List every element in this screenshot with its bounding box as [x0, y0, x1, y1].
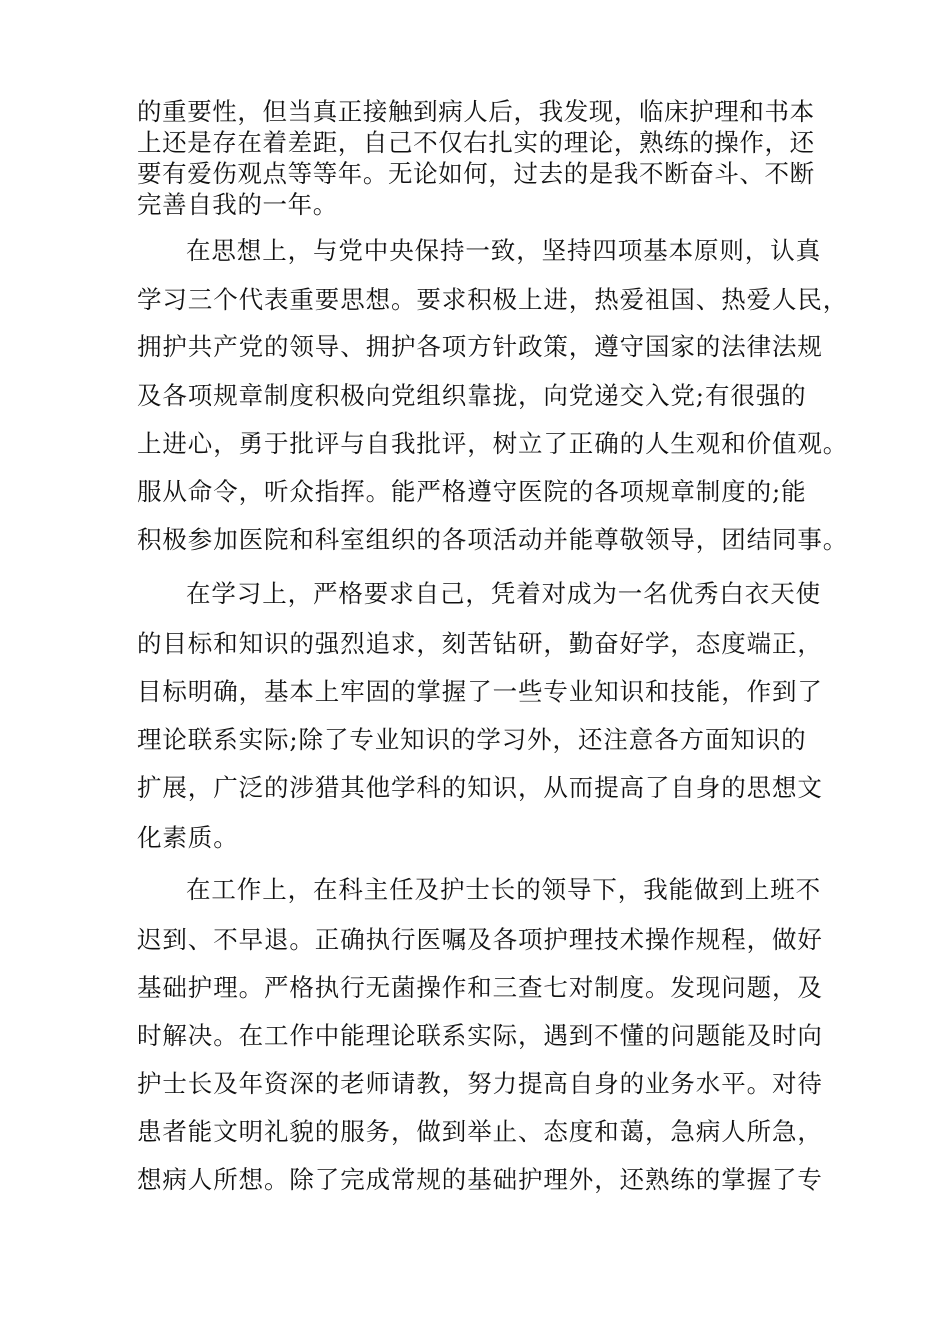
paragraph-4-line-2: 迟到、不早退。正确执行医嘱及各项护理技术操作规程，做好	[137, 925, 823, 954]
paragraph-4-line-1: 在工作上，在科主任及护士长的领导下，我能做到上班不	[186, 875, 821, 904]
paragraph-4-line-6: 患者能文明礼貌的服务，做到举止、态度和蔼，急病人所急，	[137, 1117, 823, 1146]
paragraph-2-line-2: 学习三个代表重要思想。要求积极上进，热爱祖国、热爱人民，	[137, 285, 849, 314]
paragraph-1-line-3: 要有爱伤观点等等年。无论如何，过去的是我不断奋斗、不断	[137, 159, 815, 188]
paragraph-4-line-7: 想病人所想。除了完成常规的基础护理外，还熟练的掌握了专	[137, 1165, 823, 1194]
paragraph-3-line-4: 理论联系实际;除了专业知识的学习外，还注意各方面知识的	[137, 725, 807, 754]
paragraph-3-line-5: 扩展，广泛的涉猎其他学科的知识，从而提高了自身的思想文	[137, 773, 823, 802]
paragraph-2-line-7: 积极参加医院和科室组织的各项活动并能尊敬领导，团结同事。	[137, 525, 849, 554]
paragraph-2-line-5: 上进心，勇于批评与自我批评，树立了正确的人生观和价值观。	[137, 429, 849, 458]
paragraph-4-line-5: 护士长及年资深的老师请教，努力提高自身的业务水平。对待	[137, 1069, 823, 1098]
paragraph-2-line-3: 拥护共产党的领导、拥护各项方针政策，遵守国家的法律法规	[137, 332, 823, 361]
paragraph-2-line-1: 在思想上，与党中央保持一致，坚持四项基本原则，认真	[186, 236, 821, 265]
paragraph-1-line-2: 上还是存在着差距，自己不仅右扎实的理论，熟练的操作，还	[137, 128, 815, 157]
paragraph-3-line-1: 在学习上，严格要求自己，凭着对成为一名优秀白衣天使	[186, 579, 821, 608]
paragraph-3-line-2: 的目标和知识的强烈追求，刻苦钻研，勤奋好学，态度端正，	[137, 629, 823, 658]
paragraph-1-line-4: 完善自我的一年。	[137, 190, 338, 219]
paragraph-4-line-4: 时解决。在工作中能理论联系实际，遇到不懂的问题能及时向	[137, 1021, 823, 1050]
paragraph-3-line-6: 化素质。	[137, 823, 239, 852]
paragraph-2-line-6: 服从命令，听众指挥。能严格遵守医院的各项规章制度的;能	[137, 477, 807, 506]
paragraph-3-line-3: 目标明确，基本上牢固的掌握了一些专业知识和技能，作到了	[137, 677, 823, 706]
paragraph-4-line-3: 基础护理。严格执行无菌操作和三查七对制度。发现问题，及	[137, 973, 823, 1002]
paragraph-1-line-1: 的重要性，但当真正接触到病人后，我发现，临床护理和书本	[137, 97, 815, 126]
paragraph-2-line-4: 及各项规章制度积极向党组织靠拢，向党递交入党;有很强的	[137, 381, 807, 410]
